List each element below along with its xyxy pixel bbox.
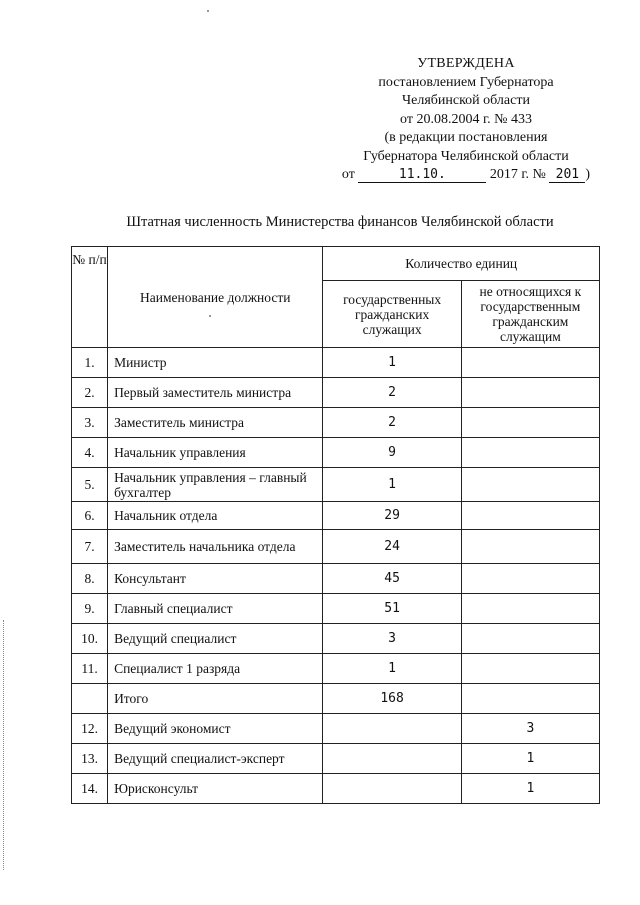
header-gov-employees: государственных гражданских служащих [323, 281, 461, 348]
position-name: Начальник управления – главный бухгалтер [108, 468, 323, 502]
position-name: Ведущий специалист [108, 624, 323, 654]
margin-mark [3, 620, 5, 870]
table-row [72, 594, 600, 624]
non-gov-count [461, 468, 599, 502]
staff-table [71, 246, 600, 804]
table-row [72, 408, 600, 438]
gov-count: 9 [323, 438, 461, 468]
position-name: Главный специалист [108, 594, 323, 624]
non-gov-count [461, 564, 599, 594]
row-number: 4. [72, 438, 108, 468]
row-number: 9. [72, 594, 108, 624]
scan-dot [207, 10, 209, 12]
non-gov-count: 3 [461, 714, 599, 744]
row-number: 7. [72, 530, 108, 564]
non-gov-count [461, 530, 599, 564]
row-number: 6. [72, 502, 108, 530]
row-number: 2. [72, 378, 108, 408]
row-number: 14. [72, 774, 108, 804]
position-name: Заместитель министра [108, 408, 323, 438]
gov-count [323, 714, 461, 744]
position-name: Первый заместитель министра [108, 378, 323, 408]
header-non-gov-employees: не относящихся к государственным гражданским служащим [461, 281, 599, 348]
non-gov-count [461, 348, 599, 378]
gov-count [323, 774, 461, 804]
approval-title: УТВЕРЖДЕНА [417, 56, 515, 71]
row-number: 10. [72, 624, 108, 654]
non-gov-count: 1 [461, 774, 599, 804]
table-row [72, 684, 600, 714]
approval-line-3: от 20.08.2004 г. № 433 [400, 111, 532, 127]
position-name: Итого [108, 684, 323, 714]
approval-closing: ) [585, 167, 591, 182]
approval-number-field: 201 [549, 167, 585, 183]
row-number [72, 684, 108, 714]
approval-from-prefix: от [341, 167, 355, 182]
table-row [72, 348, 600, 378]
table-row [72, 654, 600, 684]
table-row [72, 378, 600, 408]
gov-count: 1 [323, 468, 461, 502]
row-number: 1. [72, 348, 108, 378]
non-gov-count [461, 654, 599, 684]
gov-count: 29 [323, 502, 461, 530]
position-name: Начальник отдела [108, 502, 323, 530]
table-row [72, 564, 600, 594]
non-gov-count [461, 502, 599, 530]
staff-table-body [72, 247, 600, 804]
position-name: Начальник управления [108, 438, 323, 468]
approval-line-4: (в редакции постановления [384, 130, 548, 145]
table-row [72, 774, 600, 804]
gov-count: 2 [323, 408, 461, 438]
position-name: Ведущий экономист [108, 714, 323, 744]
row-number: 8. [72, 564, 108, 594]
gov-count: 51 [323, 594, 461, 624]
position-name: Юрисконсульт [108, 774, 323, 804]
approval-year: 2017 г. № [489, 167, 546, 182]
approval-stamp [330, 55, 602, 185]
approval-line-5: Губернатора Челябинской области [363, 148, 569, 164]
approval-date-field: 11.10. [358, 167, 486, 183]
non-gov-count [461, 438, 599, 468]
row-number: 13. [72, 744, 108, 774]
non-gov-count [461, 624, 599, 654]
row-number: 5. [72, 468, 108, 502]
gov-count: 1 [323, 654, 461, 684]
gov-count: 168 [323, 684, 461, 714]
table-row [72, 502, 600, 530]
non-gov-count [461, 594, 599, 624]
header-number: № п/п [72, 247, 108, 348]
gov-count: 2 [323, 378, 461, 408]
non-gov-count: 1 [461, 744, 599, 774]
row-number: 11. [72, 654, 108, 684]
gov-count: 45 [323, 564, 461, 594]
position-name: Консультант [108, 564, 323, 594]
header-row-1 [72, 247, 600, 281]
document-heading: Штатная численность Министерства финансов Челябинской области [126, 214, 554, 230]
gov-count: 1 [323, 348, 461, 378]
approval-line-1: постановлением Губернатора [378, 74, 554, 90]
row-number: 12. [72, 714, 108, 744]
table-row [72, 468, 600, 502]
non-gov-count [461, 684, 599, 714]
gov-count [323, 744, 461, 774]
table-row [72, 714, 600, 744]
header-position: Наименование должности [108, 247, 323, 348]
non-gov-count [461, 408, 599, 438]
table-row [72, 744, 600, 774]
position-name: Заместитель начальника отдела [108, 530, 323, 564]
gov-count: 3 [323, 624, 461, 654]
table-row [72, 530, 600, 564]
approval-line-2: Челябинской области [402, 93, 530, 108]
gov-count: 24 [323, 530, 461, 564]
table-row [72, 438, 600, 468]
non-gov-count [461, 378, 599, 408]
table-row [72, 624, 600, 654]
position-name: Ведущий специалист-эксперт [108, 744, 323, 774]
position-name: Министр [108, 348, 323, 378]
scan-dot [209, 315, 211, 317]
approval-line-6 [330, 166, 602, 185]
header-quantity: Количество единиц [323, 247, 600, 281]
row-number: 3. [72, 408, 108, 438]
position-name: Специалист 1 разряда [108, 654, 323, 684]
